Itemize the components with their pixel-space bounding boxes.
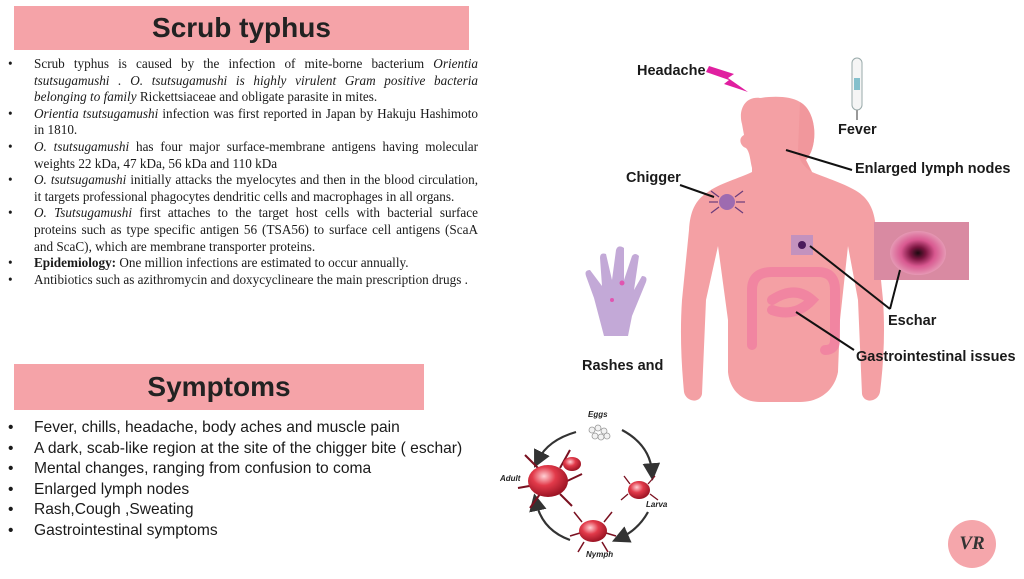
description-text: Epidemiology:: [34, 255, 117, 271]
description-text: Antibiotics such as azithromycin and doxycyclineare the main prescription drugs .: [34, 271, 468, 287]
thermometer-icon: [852, 58, 862, 120]
description-text: has four major surface-membrane antigens having molecular weights 22 kDa, 47 kDa, 56 kDa and 110 kDa: [34, 138, 478, 171]
description-text: Scrub typhus is caused by the infection of mite-borne bacterium: [34, 56, 434, 71]
label-eggs: Eggs: [588, 410, 608, 419]
label-enlarged-lymph-nodes: Enlarged lymph nodes: [855, 161, 1011, 177]
label-nymph: Nymph: [586, 550, 614, 559]
description-text: O. Tsutsugamushi: [34, 205, 133, 221]
description-text: One million infections are estimated to occur annually.: [116, 255, 409, 271]
label-fever: Fever: [838, 122, 877, 138]
hand-icon: [586, 246, 647, 336]
symptom-item: • Fever, chills, headache, body aches and muscle pain: [8, 418, 478, 439]
label-adult: Adult: [500, 474, 521, 483]
lightning-bolt-icon: [706, 66, 748, 92]
description-text: Orientia tsutsugamushi . O. tsutsugamushi is highly virulent Gram positive bacteria belonging to family: [34, 56, 478, 105]
description-text: infection was first reported in Japan by Hakuju Hashimoto in 1810.: [34, 105, 478, 138]
description-text: initially attacks the myelocytes and then in the blood circulation, it targets professional phagocytes dendritic cells and macrophages in all organs.: [34, 172, 478, 204]
symptom-item: • Mental changes, ranging from confusion to coma: [8, 459, 478, 480]
human-body-figure: [681, 97, 884, 402]
label-rashes: Rashes and: [582, 358, 664, 374]
adult-mite-icon: [518, 450, 582, 508]
label-headache: Headache: [637, 63, 706, 79]
symptom-item: • Enlarged lymph nodes: [8, 480, 478, 501]
symptom-item: • Rash,Cough ,Sweating: [8, 500, 478, 521]
page-title: Scrub typhus: [152, 12, 331, 43]
nymph-mite-icon: [570, 512, 616, 552]
description-text: first attaches to the target host cells with bacterial surface proteins such as type specific antigen 56 (TSA56) to surface cell antigens (ScaA and ScaC), which are membrane transporter proteins.: [34, 205, 478, 254]
label-chigger: Chigger: [626, 170, 681, 186]
eggs-icon: [589, 425, 610, 440]
eschar-photo: [874, 222, 969, 280]
description-text: O. tsutsugamushi: [34, 138, 130, 154]
description-text: O. tsutsugamushi: [34, 172, 127, 188]
symptoms-heading: Symptoms: [147, 371, 291, 402]
description-text: Orientia tsutsugamushi: [34, 105, 159, 121]
larva-mite-icon: [621, 476, 658, 500]
label-eschar: Eschar: [888, 313, 937, 329]
badge-text: VR: [959, 533, 985, 554]
vr-badge: [948, 520, 996, 568]
symptom-item: • Gastrointestinal symptoms: [8, 521, 478, 542]
description-text: Rickettsiaceae and obligate parasite in mites.: [136, 89, 378, 105]
symptom-item: • A dark, scab-like region at the site of the chigger bite ( eschar): [8, 439, 478, 460]
label-gastrointestinal: Gastrointestinal issues: [856, 349, 1016, 365]
label-larva: Larva: [646, 500, 668, 509]
